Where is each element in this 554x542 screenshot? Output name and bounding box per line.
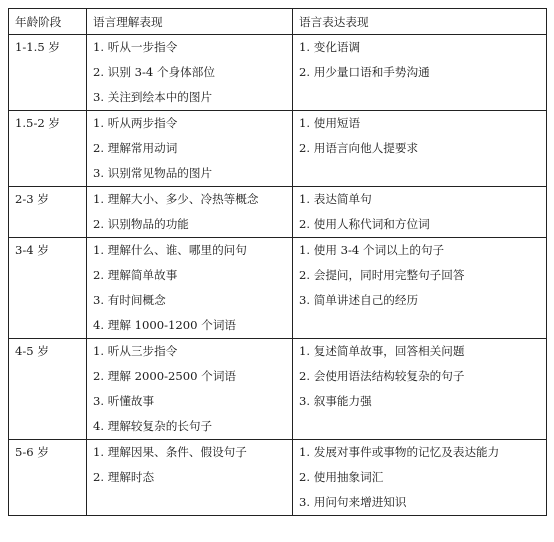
- understanding-cell: [87, 238, 293, 339]
- understanding-item: 2. 识别 3-4 个身体部位: [93, 65, 215, 79]
- expression-cell: [293, 111, 547, 187]
- understanding-item: 1. 理解大小、多少、冷热等概念: [93, 192, 259, 206]
- header-cell-understanding: 语言理解表现: [87, 9, 293, 35]
- understanding-cell: [87, 187, 293, 238]
- header-cell-expression: 语言表达表现: [293, 9, 547, 35]
- understanding-item: 3. 听懂故事: [93, 394, 155, 408]
- expression-item: 2. 使用人称代词和方位词: [299, 217, 430, 231]
- understanding-item: 2. 理解简单故事: [93, 268, 178, 282]
- understanding-item: 2. 理解 2000-2500 个词语: [93, 369, 237, 383]
- age-cell: [9, 35, 87, 111]
- expression-item: 1. 使用短语: [299, 116, 361, 130]
- expression-item: 2. 会使用语法结构较复杂的句子: [299, 369, 465, 383]
- understanding-item: 1. 听从一步指令: [93, 40, 178, 54]
- table-header-row: [9, 9, 547, 35]
- expression-item: 1. 复述简单故事，回答相关问题: [299, 344, 465, 358]
- age-label: 1-1.5 岁: [15, 40, 61, 54]
- understanding-item: 2. 识别物品的功能: [93, 217, 189, 231]
- expression-item: 2. 会提问，同时用完整句子回答: [299, 268, 465, 282]
- expression-cell: [293, 339, 547, 440]
- expression-item: 1. 使用 3-4 个词以上的句子: [299, 243, 445, 257]
- age-cell: [9, 339, 87, 440]
- understanding-cell: [87, 111, 293, 187]
- expression-item: 3. 简单讲述自己的经历: [299, 293, 419, 307]
- expression-item: 1. 发展对事件或事物的记忆及表达能力: [299, 445, 500, 459]
- age-cell: [9, 187, 87, 238]
- understanding-cell: [87, 440, 293, 516]
- understanding-item: 4. 理解 1000-1200 个词语: [93, 318, 237, 332]
- understanding-cell: [87, 339, 293, 440]
- age-cell: [9, 440, 87, 516]
- understanding-item: 1. 理解什么、谁、哪里的问句: [93, 243, 247, 257]
- expression-cell: [293, 187, 547, 238]
- age-label: 1.5-2 岁: [15, 116, 61, 130]
- table-row: [9, 111, 547, 187]
- table-row: [9, 440, 547, 516]
- header-cell-age: 年龄阶段: [9, 9, 87, 35]
- age-label: 3-4 岁: [15, 243, 49, 257]
- table-row: [9, 339, 547, 440]
- understanding-item: 2. 理解常用动词: [93, 141, 178, 155]
- understanding-item: 2. 理解时态: [93, 470, 155, 484]
- understanding-item: 4. 理解较复杂的长句子: [93, 419, 213, 433]
- expression-item: 1. 变化语调: [299, 40, 361, 54]
- age-label: 2-3 岁: [15, 192, 49, 206]
- table-row: [9, 238, 547, 339]
- expression-item: 2. 用少量口语和手势沟通: [299, 65, 430, 79]
- language-development-table: [8, 8, 547, 516]
- expression-item: 3. 叙事能力强: [299, 394, 372, 408]
- expression-cell: [293, 238, 547, 339]
- understanding-item: 1. 听从两步指令: [93, 116, 178, 130]
- age-label: 4-5 岁: [15, 344, 49, 358]
- understanding-item: 1. 听从三步指令: [93, 344, 178, 358]
- expression-item: 2. 使用抽象词汇: [299, 470, 384, 484]
- expression-cell: [293, 440, 547, 516]
- expression-item: 3. 用问句来增进知识: [299, 495, 407, 509]
- age-cell: [9, 111, 87, 187]
- expression-item: 1. 表达简单句: [299, 192, 372, 206]
- understanding-item: 3. 识别常见物品的图片: [93, 166, 213, 180]
- table-body: [9, 35, 547, 516]
- table-row: [9, 35, 547, 111]
- understanding-cell: [87, 35, 293, 111]
- understanding-item: 3. 关注到绘本中的图片: [93, 90, 213, 104]
- expression-item: 2. 用语言向他人提要求: [299, 141, 419, 155]
- table-row: [9, 187, 547, 238]
- expression-cell: [293, 35, 547, 111]
- age-cell: [9, 238, 87, 339]
- understanding-item: 1. 理解因果、条件、假设句子: [93, 445, 247, 459]
- age-label: 5-6 岁: [15, 445, 49, 459]
- understanding-item: 3. 有时间概念: [93, 293, 166, 307]
